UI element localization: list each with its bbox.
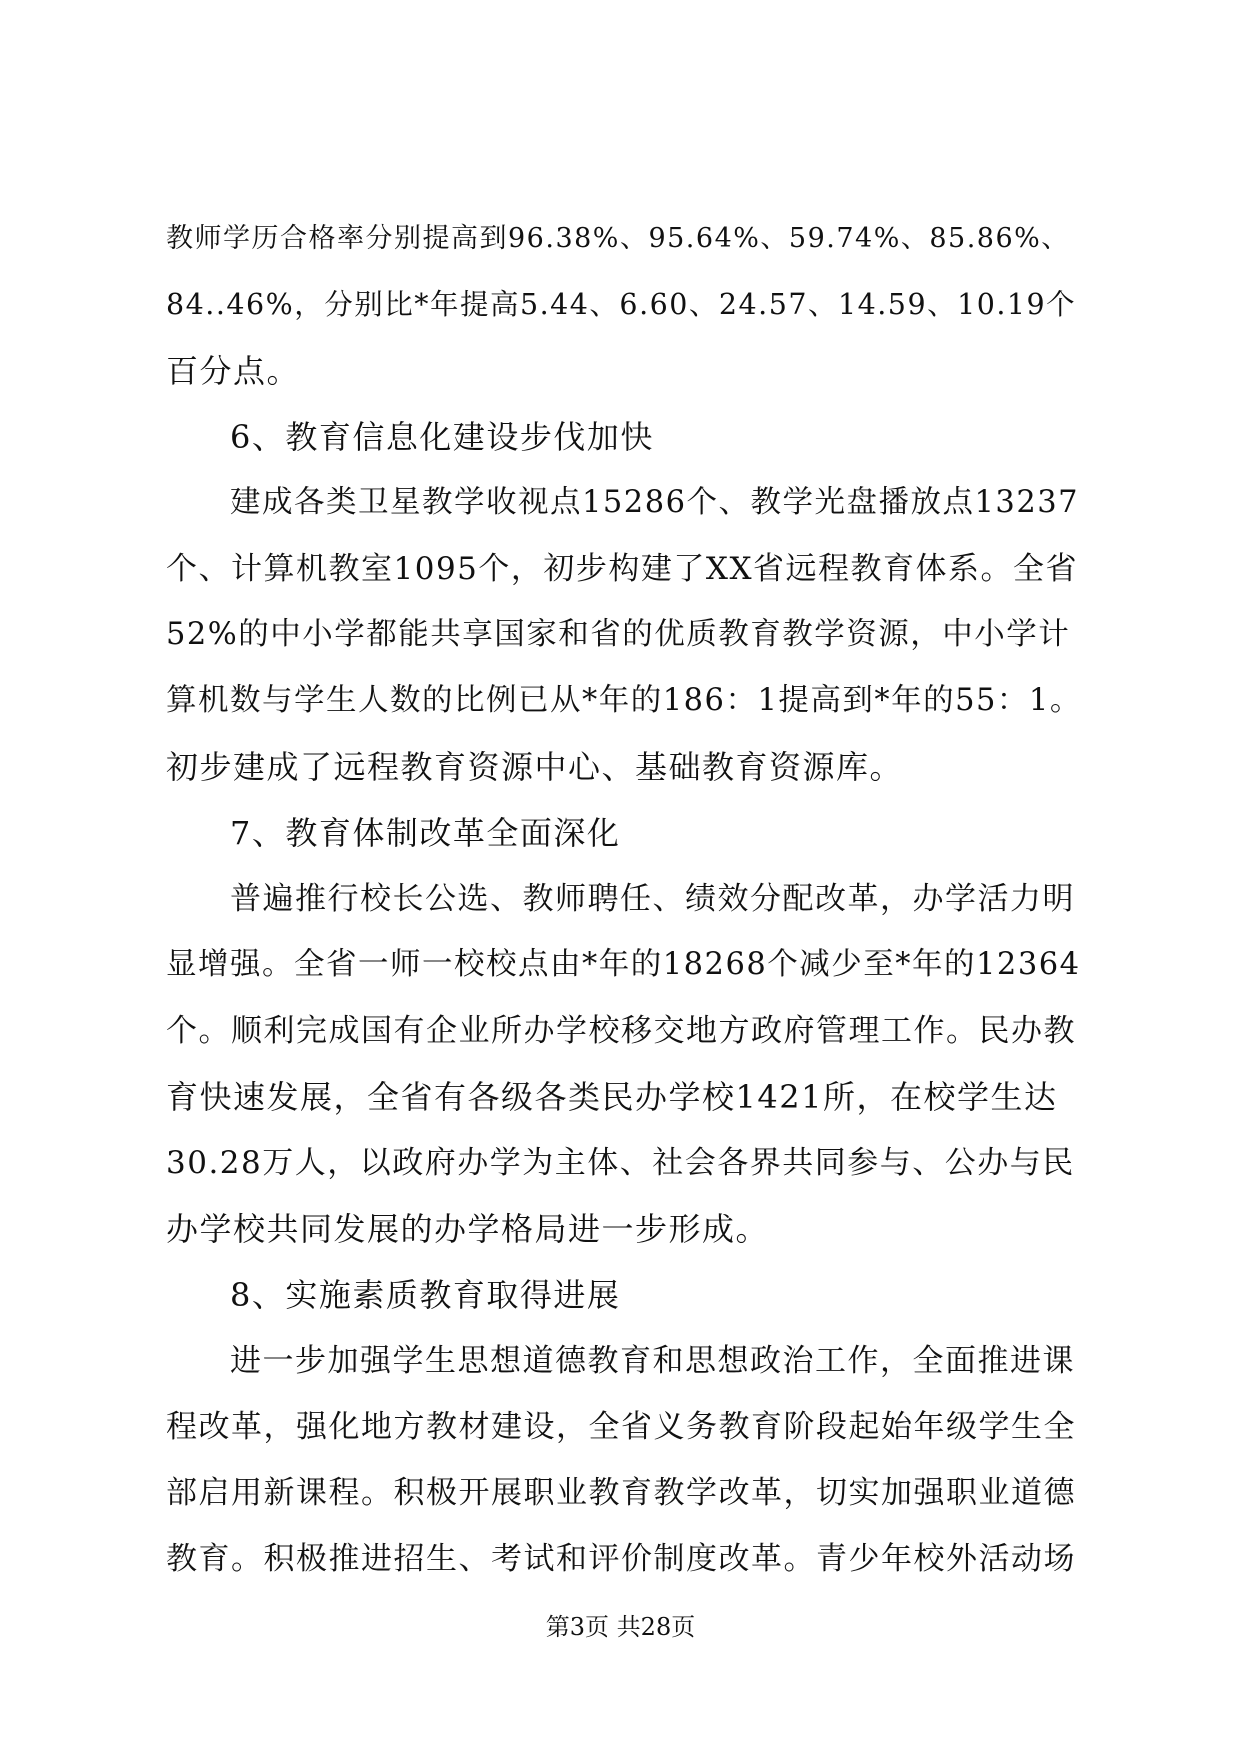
text-line: 普遍推行校长公选、教师聘任、绩效分配改革，办学活力明 [230,881,1075,917]
document-body [166,206,1082,1592]
section-heading: 8、实施素质教育取得进展 [230,1276,621,1314]
text-line: 个、计算机教室1095个，初步构建了XX省远程教育体系。全省 [166,551,1079,587]
text-line: 初步建成了远程教育资源中心、基础教育资源库。 [166,748,904,786]
text-line: 教育。积极推进招生、考试和评价制度改革。青少年校外活动场 [166,1541,1076,1577]
section-heading: 6、教育信息化建设步伐加快 [230,418,654,456]
text-line: 算机数与学生人数的比例已从*年的186：1提高到*年的55：1。 [166,683,1082,718]
text-line: 程改革，强化地方教材建设，全省义务教育阶段起始年级学生全 [166,1409,1076,1445]
text-line: 百分点。 [166,352,301,390]
page-footer: 第3页 共28页 [545,1613,696,1641]
text-line: 办学校共同发展的办学格局进一步形成。 [166,1210,770,1248]
text-line: 30.28万人，以政府办学为主体、社会各界共同参与、公办与民 [166,1145,1075,1181]
text-line: 个。顺利完成国有企业所办学校移交地方政府管理工作。民办教 [166,1013,1076,1049]
text-line: 进一步加强学生思想道德教育和思想政治工作，全面推进课 [230,1343,1075,1379]
text-line: 部启用新课程。积极开展职业教育教学改革，切实加强职业道德 [166,1475,1076,1511]
text-line: 教师学历合格率分别提高到96.38%、95.64%、59.74%、85.86%、 [166,223,1070,254]
text-line: 84..46%，分别比*年提高5.44、6.60、24.57、14.59、10.19个 [166,288,1077,321]
section-heading: 7、教育体制改革全面深化 [230,814,621,852]
text-line: 显增强。全省一师一校校点由*年的18268个减少至*年的12364 [166,947,1081,982]
text-line: 52%的中小学都能共享国家和省的优质教育教学资源，中小学计 [166,617,1071,652]
text-line: 育快速发展，全省有各级各类民办学校1421所，在校学生达 [166,1078,1058,1116]
text-line: 建成各类卫星教学收视点15286个、教学光盘播放点13237 [230,485,1080,520]
